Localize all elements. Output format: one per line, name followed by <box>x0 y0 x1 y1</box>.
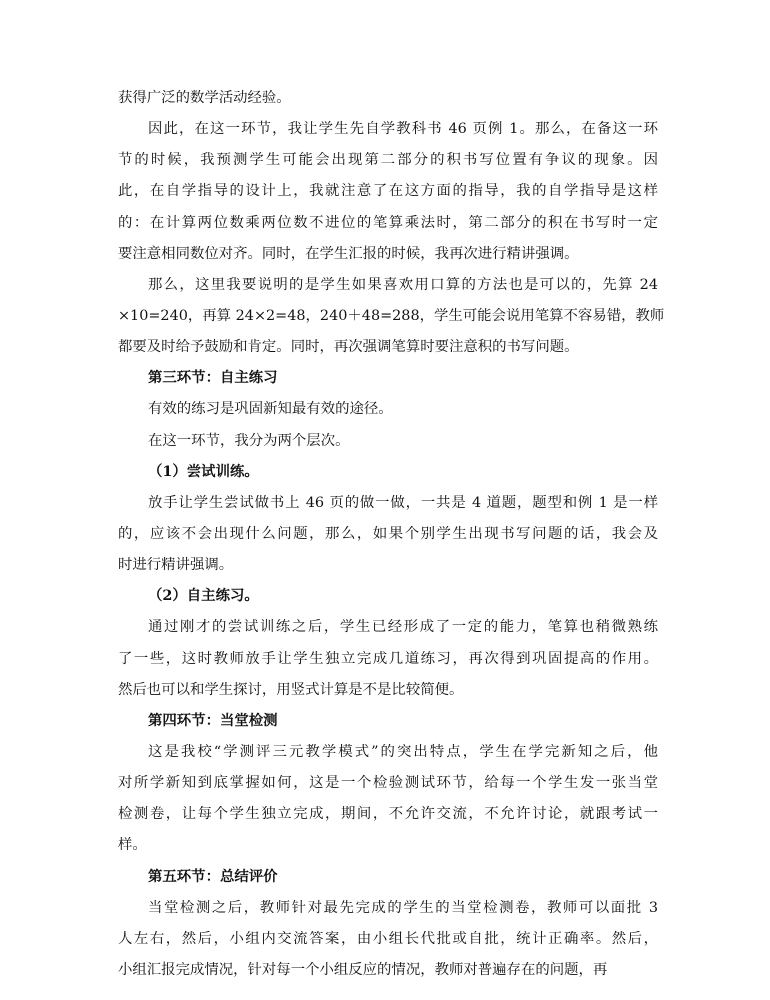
paragraph-line: 对所学新知到底掌握如何，这是一个检验测试环节，给每一个学生发一张当堂 <box>118 775 658 792</box>
paragraph-line: 小组汇报完成情况，针对每一个小组反应的情况，教师对普遍存在的问题，再 <box>118 962 608 978</box>
section-heading: 第五环节：总结评价 <box>148 867 278 885</box>
paragraph-line: 然后也可以和学生探讨，用竖式计算是不是比较简便。 <box>118 681 464 698</box>
section-heading: 第四环节：当堂检测 <box>148 711 278 729</box>
paragraph-line: 人左右，然后，小组内交流答案，由小组长代批或自批，统计正确率。然后， <box>118 930 658 947</box>
subsection-heading: （2）自主练习。 <box>148 587 259 605</box>
paragraph-line: 要注意相同数位对齐。同时，在学生汇报的时候，我再次进行精讲强调。 <box>118 245 579 262</box>
paragraph-line: 此，在自学指导的设计上，我就注意了在这方面的指导，我的自学指导是这样 <box>118 183 658 200</box>
paragraph-line: 的：在计算两位数乘两位数不进位的笔算乘法时，第二部分的积在书写时一定 <box>118 214 658 231</box>
paragraph-line: ×10=240，再算 24×2=48，240＋48=288，学生可能会说用笔算不容易错，教师 <box>118 308 665 324</box>
paragraph-line: 因此，在这一环节，我让学生先自学教科书 46 页例 1。那么，在备这一环 <box>148 121 658 138</box>
paragraph-line: 在这一环节，我分为两个层次。 <box>148 432 350 449</box>
section-heading: 第三环节：自主练习 <box>148 369 278 387</box>
text-line: 获得广泛的数学活动经验。 <box>118 90 291 106</box>
paragraph-line: 节的时候，我预测学生可能会出现第二部分的积书写位置有争议的现象。因 <box>118 152 658 169</box>
paragraph-line: 那么，这里我要说明的是学生如果喜欢用口算的方法也是可以的，先算 24 <box>148 276 658 293</box>
paragraph-line: 当堂检测之后，教师针对最先完成的学生的当堂检测卷，教师可以面批 3 <box>148 899 658 916</box>
paragraph-line: 了一些，这时教师放手让学生独立完成几道练习，再次得到巩固提高的作用。 <box>118 650 658 667</box>
paragraph-line: 的，应该不会出现什么问题，那么，如果个别学生出现书写问题的话，我会及 <box>118 526 658 542</box>
paragraph-line: 有效的练习是巩固新知最有效的途径。 <box>148 401 393 418</box>
paragraph-line: 检测卷，让每个学生独立完成，期间，不允许交流，不允许讨论，就跟考试一 <box>118 806 658 823</box>
subsection-heading: （1）尝试训练。 <box>148 462 259 480</box>
paragraph-line: 都要及时给予鼓励和肯定。同时，再次强调笔算时要注意积的书写问题。 <box>118 339 579 356</box>
paragraph-line: 放手让学生尝试做书上 46 页的做一做，一共是 4 道题，题型和例 1 是一样 <box>148 494 658 511</box>
paragraph-line: 这是我校“学测评三元教学模式”的突出特点，学生在学完新知之后，他 <box>148 744 658 760</box>
paragraph-line: 时进行精讲强调。 <box>118 557 234 574</box>
paragraph-line: 样。 <box>118 837 147 854</box>
paragraph-line: 通过刚才的尝试训练之后，学生已经形成了一定的能力，笔算也稍微熟练 <box>148 619 658 636</box>
